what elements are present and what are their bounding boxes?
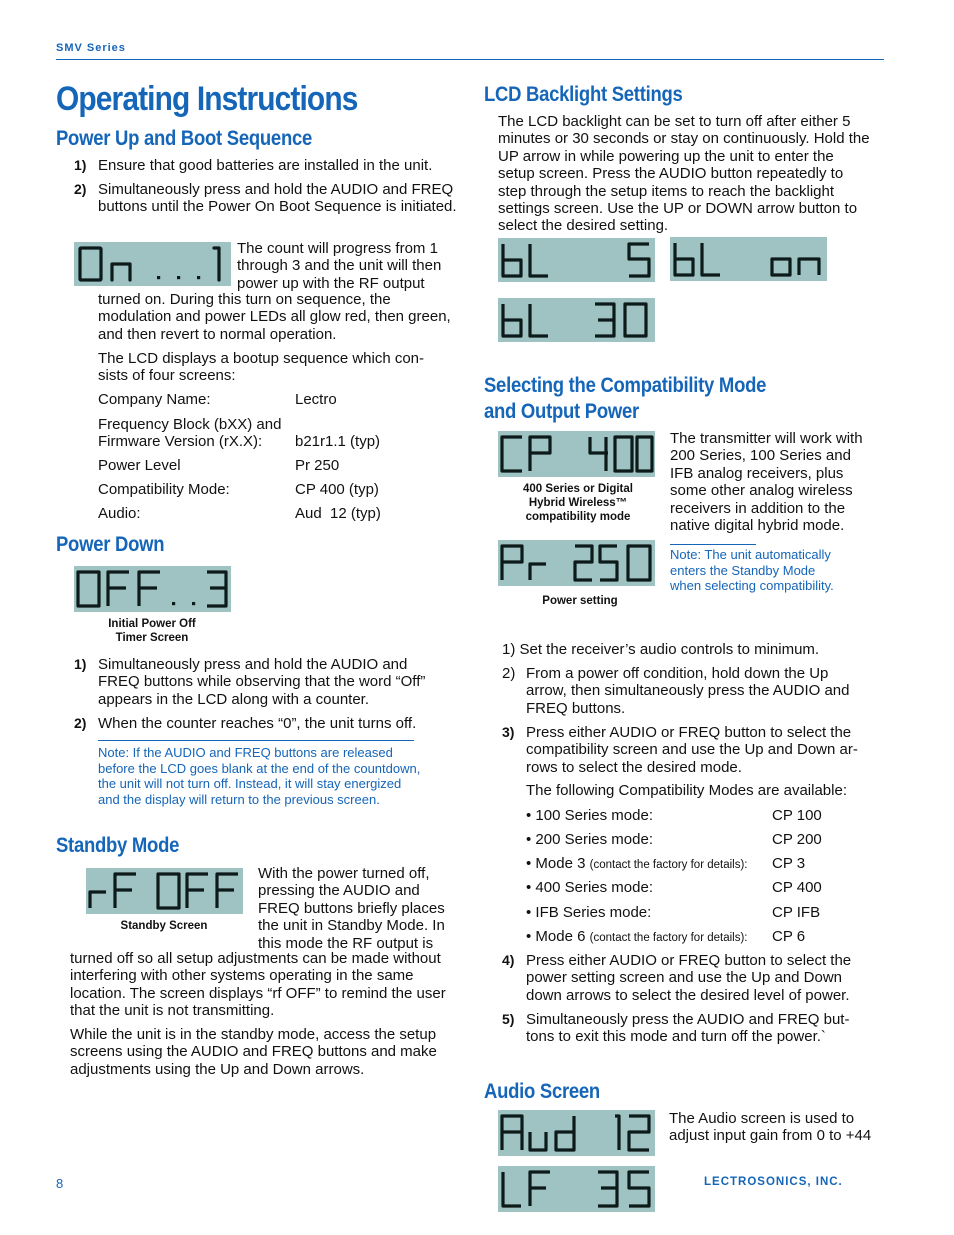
boot-table-label: Company Name: — [98, 391, 211, 408]
mode-value: CP IFB — [772, 904, 821, 921]
paragraph: The transmitter will work with 200 Series, 100 Series and IFB analog receivers, plus some other analog wireless receivers in addition to the native digital hybrid mode. — [670, 430, 863, 535]
step-text: Ensure that good batteries are installed in the unit. — [98, 157, 433, 174]
step-text: Press either AUDIO or FREQ button to select the compatibility screen and use the Up and Down ar- rows to select the desired mode. — [526, 724, 858, 776]
mode-label: • 100 Series mode: — [526, 807, 653, 824]
step-text: Simultaneously press the AUDIO and FREQ but- tons to exit this mode and turn off the power.` — [526, 1011, 850, 1046]
mode-value: CP 100 — [772, 807, 822, 824]
paragraph: The LCD backlight can be set to turn off after either 5 minutes or 30 seconds or stay on continuously. Hold the UP arrow in while powering up the unit to enter the setup screen. Press the AUDIO button repeatedly to step through the setup items to reach the backlight settings screen. Use the UP or DOWN arrow button to select the desired setting. — [498, 113, 870, 235]
boot-table-label: Compatibility Mode: — [98, 481, 230, 498]
step-number: 1) — [74, 656, 87, 672]
paragraph: turned on. During this turn on sequence, the modulation and power LEDs all glow red, then green, and then revert to normal operation. — [98, 291, 451, 343]
step-text: Simultaneously press and hold the AUDIO and FREQ buttons until the Power On Boot Sequence is initiated. — [98, 181, 457, 216]
note-text: Note: If the AUDIO and FREQ buttons are released before the LCD goes blank at the end of the countdown, the unit will not turn off. Instead, it will stay energized and the display will return to the previous screen. — [98, 745, 421, 807]
step-number: 2) — [74, 715, 87, 731]
heading-audio: Audio Screen — [484, 1080, 600, 1103]
lcd-display — [498, 431, 655, 477]
step-number: 2) — [74, 181, 87, 197]
step-number: 4) — [502, 952, 515, 968]
heading-power-up: Power Up and Boot Sequence — [56, 127, 313, 150]
figure-caption: Standby Screen — [120, 920, 208, 932]
paragraph: The count will progress from 1 through 3 and the unit will then power up with the RF output — [237, 240, 442, 292]
boot-table-label: Power Level — [98, 457, 181, 474]
paragraph: turned off so all setup adjustments can be made without interfering with other systems operating in the same location. The screen displays “rf OFF” to remind the user that the unit is not transmitting. — [70, 950, 446, 1020]
series-label: SMV Series — [56, 42, 126, 54]
lcd-display — [86, 868, 243, 914]
note-rule — [98, 740, 414, 741]
mode-label: • Mode 6 (contact the factory for details): — [526, 928, 748, 945]
step-text: When the counter reaches “0”, the unit turns off. — [98, 715, 417, 732]
step-text: Press either AUDIO or FREQ button to select the power setting screen and use the Up and Down down arrows to select the desired level of power. — [526, 952, 852, 1004]
lcd-display — [74, 242, 231, 286]
mode-value: CP 6 — [772, 928, 806, 945]
step-number: 3) — [502, 724, 515, 740]
figure-caption: 400 Series or Digital Hybrid Wireless™ compatibility mode — [523, 483, 633, 523]
step-number: 2) — [502, 665, 516, 682]
page-number: 8 — [56, 1176, 64, 1191]
heading-standby: Standby Mode — [56, 834, 180, 857]
page-title: Operating Instructions — [56, 80, 358, 118]
heading-power-down: Power Down — [56, 533, 165, 556]
mode-label: • IFB Series mode: — [526, 904, 652, 921]
paragraph: With the power turned off, pressing the AUDIO and FREQ buttons briefly places the unit in Standby Mode. In this mode the RF output is — [258, 865, 445, 952]
boot-table-value: b21r1.1 (typ) — [295, 433, 381, 450]
mode-label: • 200 Series mode: — [526, 831, 653, 848]
step-number: 1) — [74, 157, 87, 173]
mode-value: CP 3 — [772, 855, 806, 872]
figure-caption: Initial Power Off Timer Screen — [108, 618, 196, 644]
lcd-display — [74, 566, 231, 612]
lcd-display — [498, 1166, 655, 1212]
mode-value: CP 400 — [772, 879, 822, 896]
boot-table-value: Pr 250 — [295, 457, 340, 474]
paragraph: The following Compatibility Modes are available: — [526, 782, 847, 799]
boot-table-value: Lectro — [295, 391, 337, 408]
figure-caption: Power setting — [542, 595, 618, 607]
lcd-display — [670, 237, 827, 281]
note-text: Note: The unit automatically enters the Standby Mode when selecting compatibility. — [670, 547, 834, 594]
heading-backlight: LCD Backlight Settings — [484, 83, 683, 106]
boot-table-value: CP 400 (typ) — [295, 481, 379, 498]
step-text: Simultaneously press and hold the AUDIO and FREQ buttons while observing that the word “Off” appears in the LCD along with a counter. — [98, 656, 426, 708]
step-text: 1) Set the receiver’s audio controls to minimum. — [502, 641, 820, 658]
step-text: From a power off condition, hold down the Up arrow, then simultaneously press the AUDIO and FREQ buttons. — [526, 665, 850, 717]
step-number: 5) — [502, 1011, 515, 1027]
paragraph: The Audio screen is used to adjust input gain from 0 to +44 — [669, 1110, 872, 1145]
header-rule — [56, 59, 884, 60]
lcd-display — [498, 1110, 655, 1156]
boot-table-label: Frequency Block (bXX) and Firmware Version (rX.X): — [98, 416, 282, 451]
boot-table-value: Aud 12 (typ) — [295, 505, 381, 522]
mode-label: • Mode 3 (contact the factory for details): — [526, 855, 748, 872]
mode-value: CP 200 — [772, 831, 822, 848]
lcd-display — [498, 298, 655, 342]
paragraph: While the unit is in the standby mode, access the setup screens using the AUDIO and FREQ buttons and make adjustments using the Up and Down arrows. — [70, 1026, 437, 1078]
boot-table-label: Audio: — [98, 505, 141, 522]
paragraph: The LCD displays a bootup sequence which con- sists of four screens: — [98, 350, 425, 385]
lcd-display — [498, 540, 655, 586]
lcd-display — [498, 238, 655, 282]
heading-compatibility-2: and Output Power — [484, 400, 639, 423]
note-rule — [670, 544, 756, 545]
mode-label: • 400 Series mode: — [526, 879, 653, 896]
brand-footer: LECTROSONICS, INC. — [704, 1176, 843, 1188]
heading-compatibility: Selecting the Compatibility Mode — [484, 374, 767, 397]
